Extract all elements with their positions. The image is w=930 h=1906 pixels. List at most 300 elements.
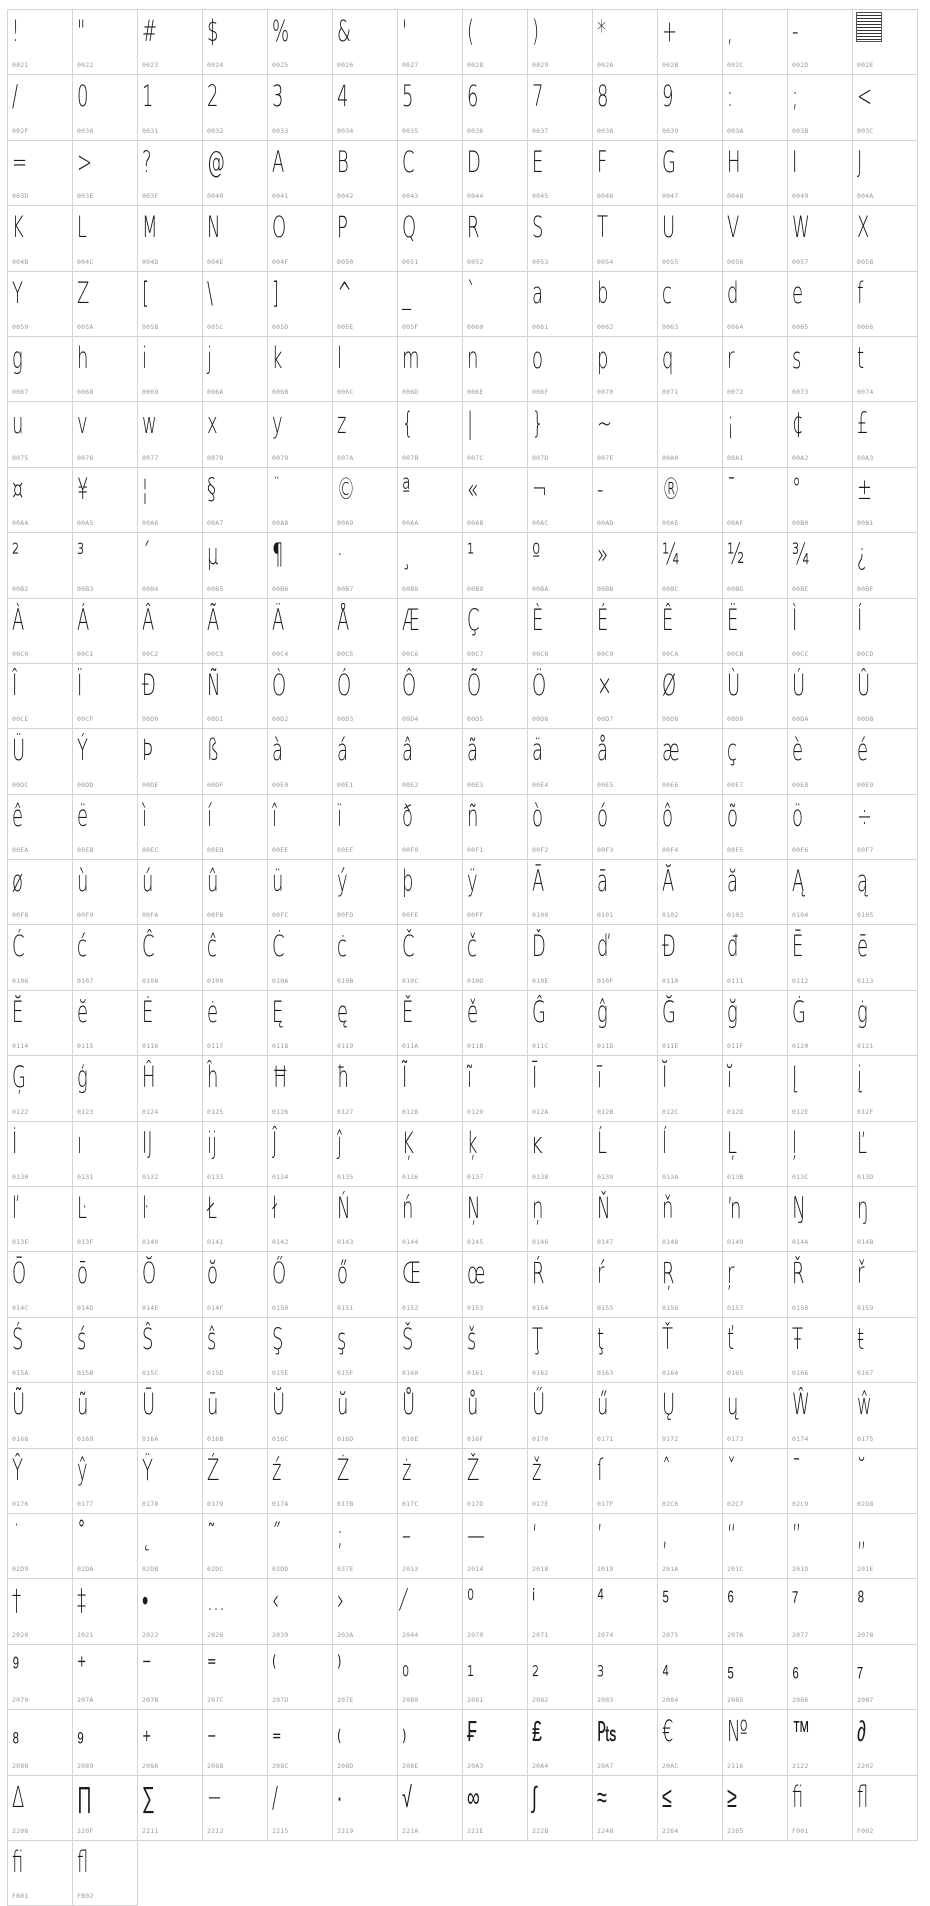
glyph-cell[interactable] <box>593 141 658 206</box>
glyph-cell[interactable] <box>463 729 528 794</box>
glyph-cell[interactable] <box>203 1514 268 1579</box>
glyph-cell[interactable] <box>853 10 918 75</box>
glyph-cell[interactable] <box>723 1514 788 1579</box>
glyph-cell[interactable] <box>268 1579 333 1644</box>
glyph-cell[interactable] <box>658 664 723 729</box>
glyph-cell[interactable] <box>723 599 788 664</box>
glyph-cell[interactable] <box>398 468 463 533</box>
glyph-cell[interactable] <box>593 75 658 140</box>
glyph-cell[interactable] <box>528 1122 593 1187</box>
glyph-cell[interactable] <box>138 860 203 925</box>
glyph-cell[interactable] <box>8 10 73 75</box>
glyph-cell[interactable] <box>723 1776 788 1841</box>
glyph-cell[interactable] <box>398 1514 463 1579</box>
glyph-cell[interactable] <box>73 1841 138 1906</box>
glyph-cell[interactable] <box>528 860 593 925</box>
glyph-cell[interactable] <box>528 1449 593 1514</box>
glyph-cell[interactable] <box>788 729 853 794</box>
glyph-cell[interactable] <box>463 1514 528 1579</box>
glyph-cell[interactable] <box>528 1056 593 1121</box>
glyph-cell[interactable] <box>398 925 463 990</box>
glyph-cell[interactable] <box>853 141 918 206</box>
glyph-cell[interactable] <box>853 1318 918 1383</box>
glyph-cell[interactable] <box>203 795 268 860</box>
glyph-cell[interactable] <box>593 10 658 75</box>
glyph-cell[interactable] <box>723 1252 788 1317</box>
glyph-cell[interactable] <box>138 272 203 337</box>
glyph-cell[interactable] <box>203 10 268 75</box>
glyph-cell[interactable] <box>333 1187 398 1252</box>
glyph-cell[interactable] <box>658 860 723 925</box>
glyph-cell[interactable] <box>788 1056 853 1121</box>
glyph-cell[interactable] <box>528 1252 593 1317</box>
glyph-cell[interactable] <box>8 925 73 990</box>
glyph-cell[interactable] <box>398 533 463 598</box>
glyph-cell[interactable] <box>528 664 593 729</box>
glyph-cell[interactable] <box>333 1122 398 1187</box>
glyph-cell[interactable] <box>8 206 73 271</box>
glyph-cell[interactable] <box>788 1252 853 1317</box>
glyph-cell[interactable] <box>203 1122 268 1187</box>
glyph-cell[interactable] <box>73 1056 138 1121</box>
glyph-cell[interactable] <box>723 141 788 206</box>
glyph-cell[interactable] <box>398 1776 463 1841</box>
glyph-cell[interactable] <box>528 402 593 467</box>
glyph-cell[interactable] <box>8 1187 73 1252</box>
glyph-cell[interactable] <box>73 1383 138 1448</box>
glyph-cell[interactable] <box>593 402 658 467</box>
glyph-cell[interactable] <box>593 1252 658 1317</box>
glyph-cell[interactable] <box>8 729 73 794</box>
glyph-cell[interactable] <box>853 1122 918 1187</box>
glyph-cell[interactable] <box>788 75 853 140</box>
glyph-cell[interactable] <box>8 1645 73 1710</box>
glyph-cell[interactable] <box>463 599 528 664</box>
glyph-cell[interactable] <box>788 533 853 598</box>
glyph-cell[interactable] <box>138 10 203 75</box>
glyph-cell[interactable] <box>853 664 918 729</box>
glyph-cell[interactable] <box>8 1776 73 1841</box>
glyph-cell[interactable] <box>788 860 853 925</box>
glyph-cell[interactable] <box>658 599 723 664</box>
glyph-cell[interactable] <box>203 75 268 140</box>
glyph-cell[interactable] <box>723 206 788 271</box>
glyph-cell[interactable] <box>8 533 73 598</box>
glyph-cell[interactable] <box>73 1318 138 1383</box>
glyph-cell[interactable] <box>398 1056 463 1121</box>
glyph-cell[interactable] <box>138 206 203 271</box>
glyph-cell[interactable] <box>333 206 398 271</box>
glyph-cell[interactable] <box>8 1449 73 1514</box>
glyph-cell[interactable] <box>853 533 918 598</box>
glyph-cell[interactable] <box>723 729 788 794</box>
glyph-cell[interactable] <box>8 1514 73 1579</box>
glyph-cell[interactable] <box>723 533 788 598</box>
glyph-cell[interactable] <box>268 1383 333 1448</box>
glyph-cell[interactable] <box>8 664 73 729</box>
glyph-cell[interactable] <box>723 1187 788 1252</box>
glyph-cell[interactable] <box>463 10 528 75</box>
glyph-cell[interactable] <box>398 860 463 925</box>
glyph-cell[interactable] <box>788 664 853 729</box>
glyph-cell[interactable] <box>8 1710 73 1775</box>
glyph-cell[interactable] <box>853 1645 918 1710</box>
glyph-cell[interactable] <box>593 1579 658 1644</box>
glyph-cell[interactable] <box>723 1318 788 1383</box>
glyph-cell[interactable] <box>463 272 528 337</box>
glyph-cell[interactable] <box>593 272 658 337</box>
glyph-cell[interactable] <box>658 1383 723 1448</box>
glyph-cell[interactable] <box>138 75 203 140</box>
glyph-cell[interactable] <box>8 75 73 140</box>
glyph-cell[interactable] <box>788 1449 853 1514</box>
glyph-cell[interactable] <box>723 1710 788 1775</box>
glyph-cell[interactable] <box>398 599 463 664</box>
glyph-cell[interactable] <box>138 795 203 860</box>
glyph-cell[interactable] <box>203 1776 268 1841</box>
glyph-cell[interactable] <box>723 75 788 140</box>
glyph-cell[interactable] <box>658 1710 723 1775</box>
glyph-cell[interactable] <box>73 402 138 467</box>
glyph-cell[interactable] <box>463 1710 528 1775</box>
glyph-cell[interactable] <box>788 402 853 467</box>
glyph-cell[interactable] <box>268 925 333 990</box>
glyph-cell[interactable] <box>73 1449 138 1514</box>
glyph-cell[interactable] <box>463 925 528 990</box>
glyph-cell[interactable] <box>73 337 138 402</box>
glyph-cell[interactable] <box>463 468 528 533</box>
glyph-cell[interactable] <box>853 1449 918 1514</box>
glyph-cell[interactable] <box>593 1776 658 1841</box>
glyph-cell[interactable] <box>593 795 658 860</box>
glyph-cell[interactable] <box>593 206 658 271</box>
glyph-cell[interactable] <box>268 533 333 598</box>
glyph-cell[interactable] <box>333 337 398 402</box>
glyph-cell[interactable] <box>788 468 853 533</box>
glyph-cell[interactable] <box>463 75 528 140</box>
glyph-cell[interactable] <box>788 1187 853 1252</box>
glyph-cell[interactable] <box>463 337 528 402</box>
glyph-cell[interactable] <box>398 1187 463 1252</box>
glyph-cell[interactable] <box>138 1645 203 1710</box>
glyph-cell[interactable] <box>138 1449 203 1514</box>
glyph-cell[interactable] <box>73 468 138 533</box>
glyph-cell[interactable] <box>463 1776 528 1841</box>
glyph-cell[interactable] <box>398 1449 463 1514</box>
glyph-cell[interactable] <box>138 991 203 1056</box>
glyph-cell[interactable] <box>658 272 723 337</box>
glyph-cell[interactable] <box>333 795 398 860</box>
glyph-cell[interactable] <box>138 664 203 729</box>
glyph-cell[interactable] <box>658 1449 723 1514</box>
glyph-cell[interactable] <box>333 141 398 206</box>
glyph-cell[interactable] <box>138 1776 203 1841</box>
glyph-cell[interactable] <box>723 795 788 860</box>
glyph-cell[interactable] <box>788 206 853 271</box>
glyph-cell[interactable] <box>853 795 918 860</box>
glyph-cell[interactable] <box>333 1383 398 1448</box>
glyph-cell[interactable] <box>203 1056 268 1121</box>
glyph-cell[interactable] <box>203 337 268 402</box>
glyph-cell[interactable] <box>658 795 723 860</box>
glyph-cell[interactable] <box>333 664 398 729</box>
glyph-cell[interactable] <box>138 141 203 206</box>
glyph-cell[interactable] <box>73 10 138 75</box>
glyph-cell[interactable] <box>268 1122 333 1187</box>
glyph-cell[interactable] <box>658 468 723 533</box>
glyph-cell[interactable] <box>723 1645 788 1710</box>
glyph-cell[interactable] <box>333 860 398 925</box>
glyph-cell[interactable] <box>8 1579 73 1644</box>
glyph-cell[interactable] <box>268 10 333 75</box>
glyph-cell[interactable] <box>528 533 593 598</box>
glyph-cell[interactable] <box>333 10 398 75</box>
glyph-cell[interactable] <box>853 599 918 664</box>
glyph-cell[interactable] <box>658 1187 723 1252</box>
glyph-cell[interactable] <box>658 729 723 794</box>
glyph-cell[interactable] <box>73 1514 138 1579</box>
glyph-cell[interactable] <box>398 664 463 729</box>
glyph-cell[interactable] <box>593 599 658 664</box>
glyph-cell[interactable] <box>203 1318 268 1383</box>
glyph-cell[interactable] <box>333 729 398 794</box>
glyph-cell[interactable] <box>463 1579 528 1644</box>
glyph-cell[interactable] <box>723 337 788 402</box>
glyph-cell[interactable] <box>788 1383 853 1448</box>
glyph-cell[interactable] <box>398 10 463 75</box>
glyph-cell[interactable] <box>268 1318 333 1383</box>
glyph-cell[interactable] <box>268 1449 333 1514</box>
glyph-cell[interactable] <box>8 1056 73 1121</box>
glyph-cell[interactable] <box>138 1579 203 1644</box>
glyph-cell[interactable] <box>203 206 268 271</box>
glyph-cell[interactable] <box>333 1776 398 1841</box>
glyph-cell[interactable] <box>268 860 333 925</box>
glyph-cell[interactable] <box>593 1122 658 1187</box>
glyph-cell[interactable] <box>268 1514 333 1579</box>
glyph-cell[interactable] <box>528 599 593 664</box>
glyph-cell[interactable] <box>723 1122 788 1187</box>
glyph-cell[interactable] <box>853 925 918 990</box>
glyph-cell[interactable] <box>788 1645 853 1710</box>
glyph-cell[interactable] <box>528 141 593 206</box>
glyph-cell[interactable] <box>73 1776 138 1841</box>
glyph-cell[interactable] <box>463 795 528 860</box>
glyph-cell[interactable] <box>593 729 658 794</box>
glyph-cell[interactable] <box>138 1383 203 1448</box>
glyph-cell[interactable] <box>398 729 463 794</box>
glyph-cell[interactable] <box>658 1645 723 1710</box>
glyph-cell[interactable] <box>528 75 593 140</box>
glyph-cell[interactable] <box>593 1187 658 1252</box>
glyph-cell[interactable] <box>528 1645 593 1710</box>
glyph-cell[interactable] <box>788 1579 853 1644</box>
glyph-cell[interactable] <box>658 1579 723 1644</box>
glyph-cell[interactable] <box>138 337 203 402</box>
glyph-cell[interactable] <box>723 10 788 75</box>
glyph-cell[interactable] <box>723 860 788 925</box>
glyph-cell[interactable] <box>658 141 723 206</box>
glyph-cell[interactable] <box>853 729 918 794</box>
glyph-cell[interactable] <box>333 991 398 1056</box>
glyph-cell[interactable] <box>463 206 528 271</box>
glyph-cell[interactable] <box>333 533 398 598</box>
glyph-cell[interactable] <box>528 1514 593 1579</box>
glyph-cell[interactable] <box>853 860 918 925</box>
glyph-cell[interactable] <box>788 599 853 664</box>
glyph-cell[interactable] <box>658 533 723 598</box>
glyph-cell[interactable] <box>853 1514 918 1579</box>
glyph-cell[interactable] <box>723 1579 788 1644</box>
glyph-cell[interactable] <box>333 1252 398 1317</box>
glyph-cell[interactable] <box>203 729 268 794</box>
glyph-cell[interactable] <box>528 206 593 271</box>
glyph-cell[interactable] <box>8 141 73 206</box>
glyph-cell[interactable] <box>203 664 268 729</box>
glyph-cell[interactable] <box>138 533 203 598</box>
glyph-cell[interactable] <box>528 1187 593 1252</box>
glyph-cell[interactable] <box>658 10 723 75</box>
glyph-cell[interactable] <box>73 1187 138 1252</box>
glyph-cell[interactable] <box>658 1776 723 1841</box>
glyph-cell[interactable] <box>268 206 333 271</box>
glyph-cell[interactable] <box>203 1252 268 1317</box>
glyph-cell[interactable] <box>788 141 853 206</box>
glyph-cell[interactable] <box>333 1710 398 1775</box>
glyph-cell[interactable] <box>463 141 528 206</box>
glyph-cell[interactable] <box>593 1514 658 1579</box>
glyph-cell[interactable] <box>333 468 398 533</box>
glyph-cell[interactable] <box>788 925 853 990</box>
glyph-cell[interactable] <box>138 1318 203 1383</box>
glyph-cell[interactable] <box>268 402 333 467</box>
glyph-cell[interactable] <box>528 337 593 402</box>
glyph-cell[interactable] <box>138 925 203 990</box>
glyph-cell[interactable] <box>463 1252 528 1317</box>
glyph-cell[interactable] <box>73 206 138 271</box>
glyph-cell[interactable] <box>658 402 723 467</box>
glyph-cell[interactable] <box>593 925 658 990</box>
glyph-cell[interactable] <box>268 468 333 533</box>
glyph-cell[interactable] <box>593 468 658 533</box>
glyph-cell[interactable] <box>788 795 853 860</box>
glyph-cell[interactable] <box>8 599 73 664</box>
glyph-cell[interactable] <box>593 664 658 729</box>
glyph-cell[interactable] <box>73 75 138 140</box>
glyph-cell[interactable] <box>268 141 333 206</box>
glyph-cell[interactable] <box>333 1056 398 1121</box>
glyph-cell[interactable] <box>138 1187 203 1252</box>
glyph-cell[interactable] <box>853 1187 918 1252</box>
glyph-cell[interactable] <box>333 1579 398 1644</box>
glyph-cell[interactable] <box>268 729 333 794</box>
glyph-cell[interactable] <box>203 1710 268 1775</box>
glyph-cell[interactable] <box>658 1318 723 1383</box>
glyph-cell[interactable] <box>658 206 723 271</box>
glyph-cell[interactable] <box>73 991 138 1056</box>
glyph-cell[interactable] <box>528 1710 593 1775</box>
glyph-cell[interactable] <box>658 1252 723 1317</box>
glyph-cell[interactable] <box>333 272 398 337</box>
glyph-cell[interactable] <box>73 860 138 925</box>
glyph-cell[interactable] <box>788 1710 853 1775</box>
glyph-cell[interactable] <box>463 1383 528 1448</box>
glyph-cell[interactable] <box>593 1449 658 1514</box>
glyph-cell[interactable] <box>268 599 333 664</box>
glyph-cell[interactable] <box>398 402 463 467</box>
glyph-cell[interactable] <box>333 599 398 664</box>
glyph-cell[interactable] <box>138 402 203 467</box>
glyph-cell[interactable] <box>788 1318 853 1383</box>
glyph-cell[interactable] <box>398 991 463 1056</box>
glyph-cell[interactable] <box>658 75 723 140</box>
glyph-cell[interactable] <box>658 337 723 402</box>
glyph-cell[interactable] <box>723 925 788 990</box>
glyph-cell[interactable] <box>463 402 528 467</box>
glyph-cell[interactable] <box>528 991 593 1056</box>
glyph-cell[interactable] <box>528 1318 593 1383</box>
glyph-cell[interactable] <box>8 991 73 1056</box>
glyph-cell[interactable] <box>788 1776 853 1841</box>
glyph-cell[interactable] <box>8 1318 73 1383</box>
glyph-cell[interactable] <box>398 1252 463 1317</box>
glyph-cell[interactable] <box>853 1383 918 1448</box>
glyph-cell[interactable] <box>333 1514 398 1579</box>
glyph-cell[interactable] <box>203 468 268 533</box>
glyph-cell[interactable] <box>463 991 528 1056</box>
glyph-cell[interactable] <box>593 1056 658 1121</box>
glyph-cell[interactable] <box>853 1710 918 1775</box>
glyph-cell[interactable] <box>398 1645 463 1710</box>
glyph-cell[interactable] <box>723 402 788 467</box>
glyph-cell[interactable] <box>333 1449 398 1514</box>
glyph-cell[interactable] <box>73 1122 138 1187</box>
glyph-cell[interactable] <box>398 1710 463 1775</box>
glyph-cell[interactable] <box>268 664 333 729</box>
glyph-cell[interactable] <box>528 1776 593 1841</box>
glyph-cell[interactable] <box>658 1514 723 1579</box>
glyph-cell[interactable] <box>398 75 463 140</box>
glyph-cell[interactable] <box>528 795 593 860</box>
glyph-cell[interactable] <box>73 795 138 860</box>
glyph-cell[interactable] <box>73 1252 138 1317</box>
glyph-cell[interactable] <box>788 1514 853 1579</box>
glyph-cell[interactable] <box>8 272 73 337</box>
glyph-cell[interactable] <box>73 925 138 990</box>
glyph-cell[interactable] <box>463 1449 528 1514</box>
glyph-cell[interactable] <box>593 1383 658 1448</box>
glyph-cell[interactable] <box>203 1645 268 1710</box>
glyph-cell[interactable] <box>463 860 528 925</box>
glyph-cell[interactable] <box>398 1122 463 1187</box>
glyph-cell[interactable] <box>463 1318 528 1383</box>
glyph-cell[interactable] <box>8 1383 73 1448</box>
glyph-cell[interactable] <box>853 1776 918 1841</box>
glyph-cell[interactable] <box>268 337 333 402</box>
glyph-cell[interactable] <box>203 599 268 664</box>
glyph-cell[interactable] <box>528 272 593 337</box>
glyph-cell[interactable] <box>333 75 398 140</box>
glyph-cell[interactable] <box>853 1056 918 1121</box>
glyph-cell[interactable] <box>8 1252 73 1317</box>
glyph-cell[interactable] <box>463 1122 528 1187</box>
glyph-cell[interactable] <box>658 991 723 1056</box>
glyph-cell[interactable] <box>723 272 788 337</box>
glyph-cell[interactable] <box>268 1645 333 1710</box>
glyph-cell[interactable] <box>398 1383 463 1448</box>
glyph-cell[interactable] <box>658 925 723 990</box>
glyph-cell[interactable] <box>333 1318 398 1383</box>
